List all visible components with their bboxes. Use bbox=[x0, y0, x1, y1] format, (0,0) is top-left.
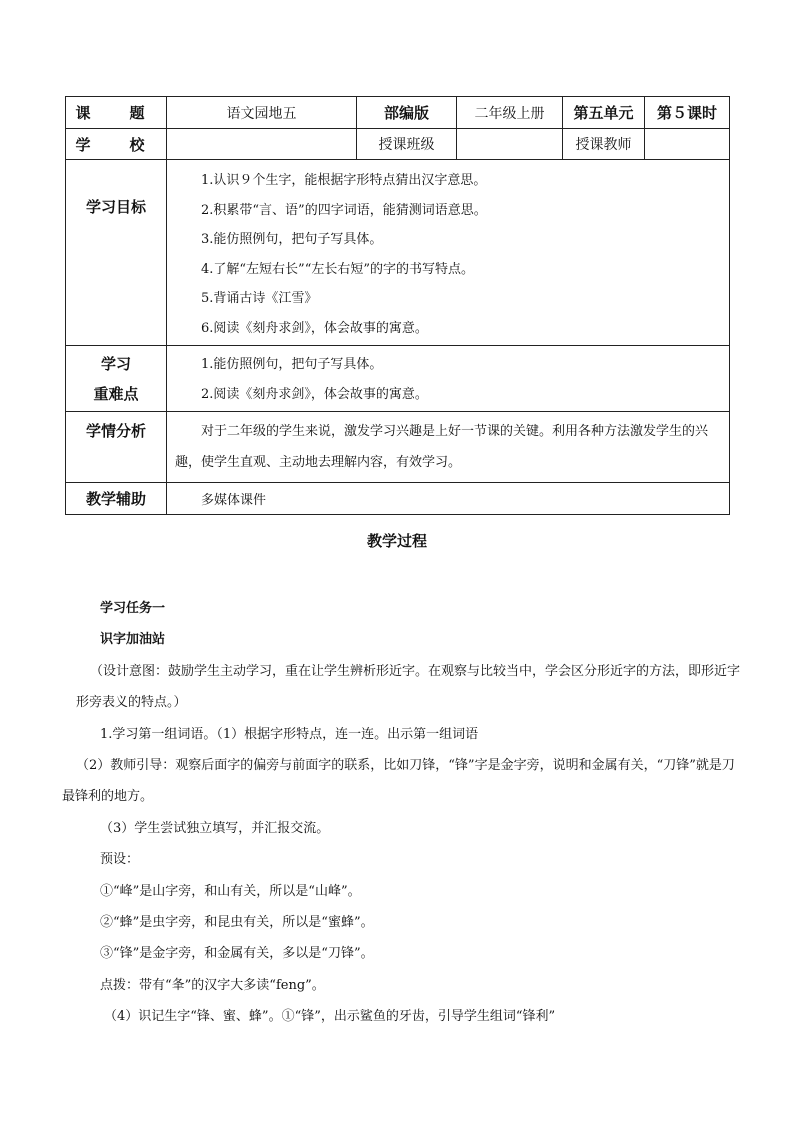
school-value bbox=[167, 129, 357, 160]
goal-item: 5.背诵古诗《江雪》 bbox=[201, 291, 318, 306]
task-heading: 学习任务一 bbox=[100, 601, 166, 616]
label-key-points-line1: 学习 bbox=[100, 354, 131, 373]
goals-list bbox=[167, 160, 730, 346]
step-1: 1.学习第一组词语。（1）根据字形特点，连一连。出示第一组词语 bbox=[100, 726, 479, 742]
class-value bbox=[457, 129, 563, 160]
process-body bbox=[62, 593, 741, 1033]
unit: 第五单元 bbox=[563, 97, 645, 129]
row-key-points bbox=[66, 346, 730, 412]
key-point-item: 2.阅读《刻舟求剑》，体会故事的寓意。 bbox=[201, 386, 428, 402]
period: 第５课时 bbox=[645, 97, 730, 129]
label-goals: 学习目标 bbox=[66, 160, 167, 346]
label-teacher: 授课教师 bbox=[563, 129, 645, 160]
tip: 点拨：带有“夆”的汉字大多读“feng”。 bbox=[100, 977, 325, 993]
teacher-value bbox=[645, 129, 730, 160]
row-analysis bbox=[66, 412, 730, 483]
step-3: （3）学生尝试独立填写，并汇报交流。 bbox=[100, 820, 330, 836]
goal-item: 1.认识９个生字，能根据字形特点猜出汉字意思。 bbox=[201, 173, 487, 188]
analysis-text-cell bbox=[167, 412, 730, 483]
label-lesson: 课 题 bbox=[66, 97, 167, 129]
label-aids: 教学辅助 bbox=[66, 483, 167, 515]
label-school: 学 校 bbox=[66, 129, 167, 160]
goal-item: 2.积累带“言、语”的四字词语，能猜测词语意思。 bbox=[201, 202, 487, 218]
preset-label: 预设： bbox=[100, 852, 140, 868]
analysis-text: 对于二年级的学生来说，激发学习兴趣是上好一节课的关键。利用各种方法激发学生的兴趣，使学生直观、主动地去理解内容，有效学习。 bbox=[175, 424, 709, 470]
station-heading: 识字加油站 bbox=[100, 632, 166, 648]
goal-item: 6.阅读《刻舟求剑》，体会故事的寓意。 bbox=[201, 320, 428, 336]
lesson-name: 语文园地五 bbox=[167, 97, 357, 129]
design-intent: （设计意图：鼓励学生主动学习，重在让学生辨析形近字。在观察与比较当中，学会区分形近字的方法，即形近字形旁表义的特点。） bbox=[76, 663, 741, 711]
row-school bbox=[66, 129, 730, 160]
row-goals bbox=[66, 160, 730, 346]
lesson-info-table bbox=[65, 96, 730, 515]
step-4: （4）识记生字“锋、蜜、蜂”。①“锋”，出示鲨鱼的牙齿，引导学生组词“锋利” bbox=[104, 1009, 556, 1025]
goal-item: 3.能仿照例句，把句子写具体。 bbox=[201, 232, 383, 247]
goal-item: 4.了解“左短右长”“左长右短”的字的书写特点。 bbox=[201, 261, 474, 277]
key-points-list bbox=[167, 346, 730, 412]
key-point-item: 1.能仿照例句，把句子写具体。 bbox=[201, 357, 383, 372]
preset-item: ③“锋”是金字旁，和金属有关，多以是“刀锋”。 bbox=[100, 946, 374, 962]
label-class: 授课班级 bbox=[357, 129, 457, 160]
row-aids bbox=[66, 483, 730, 515]
edition: 部编版 bbox=[357, 97, 457, 129]
step-2: （2）教师引导：观察后面字的偏旁与前面字的联系，比如刀锋，“锋”字是金字旁，说明和金属有关，“刀锋”就是刀最锋利的地方。 bbox=[62, 758, 735, 805]
aids-text: 多媒体课件 bbox=[167, 483, 730, 515]
grade: 二年级上册 bbox=[457, 97, 563, 129]
label-key-points-line2: 重难点 bbox=[93, 384, 139, 403]
label-analysis: 学情分析 bbox=[66, 412, 167, 483]
preset-item: ②“蜂”是虫字旁，和昆虫有关，所以是“蜜蜂”。 bbox=[100, 915, 374, 931]
process-title: 教学过程 bbox=[366, 532, 427, 550]
preset-item: ①“峰”是山字旁，和山有关，所以是“山峰”。 bbox=[100, 883, 361, 899]
row-lesson bbox=[66, 97, 730, 129]
label-key-points bbox=[66, 346, 167, 412]
